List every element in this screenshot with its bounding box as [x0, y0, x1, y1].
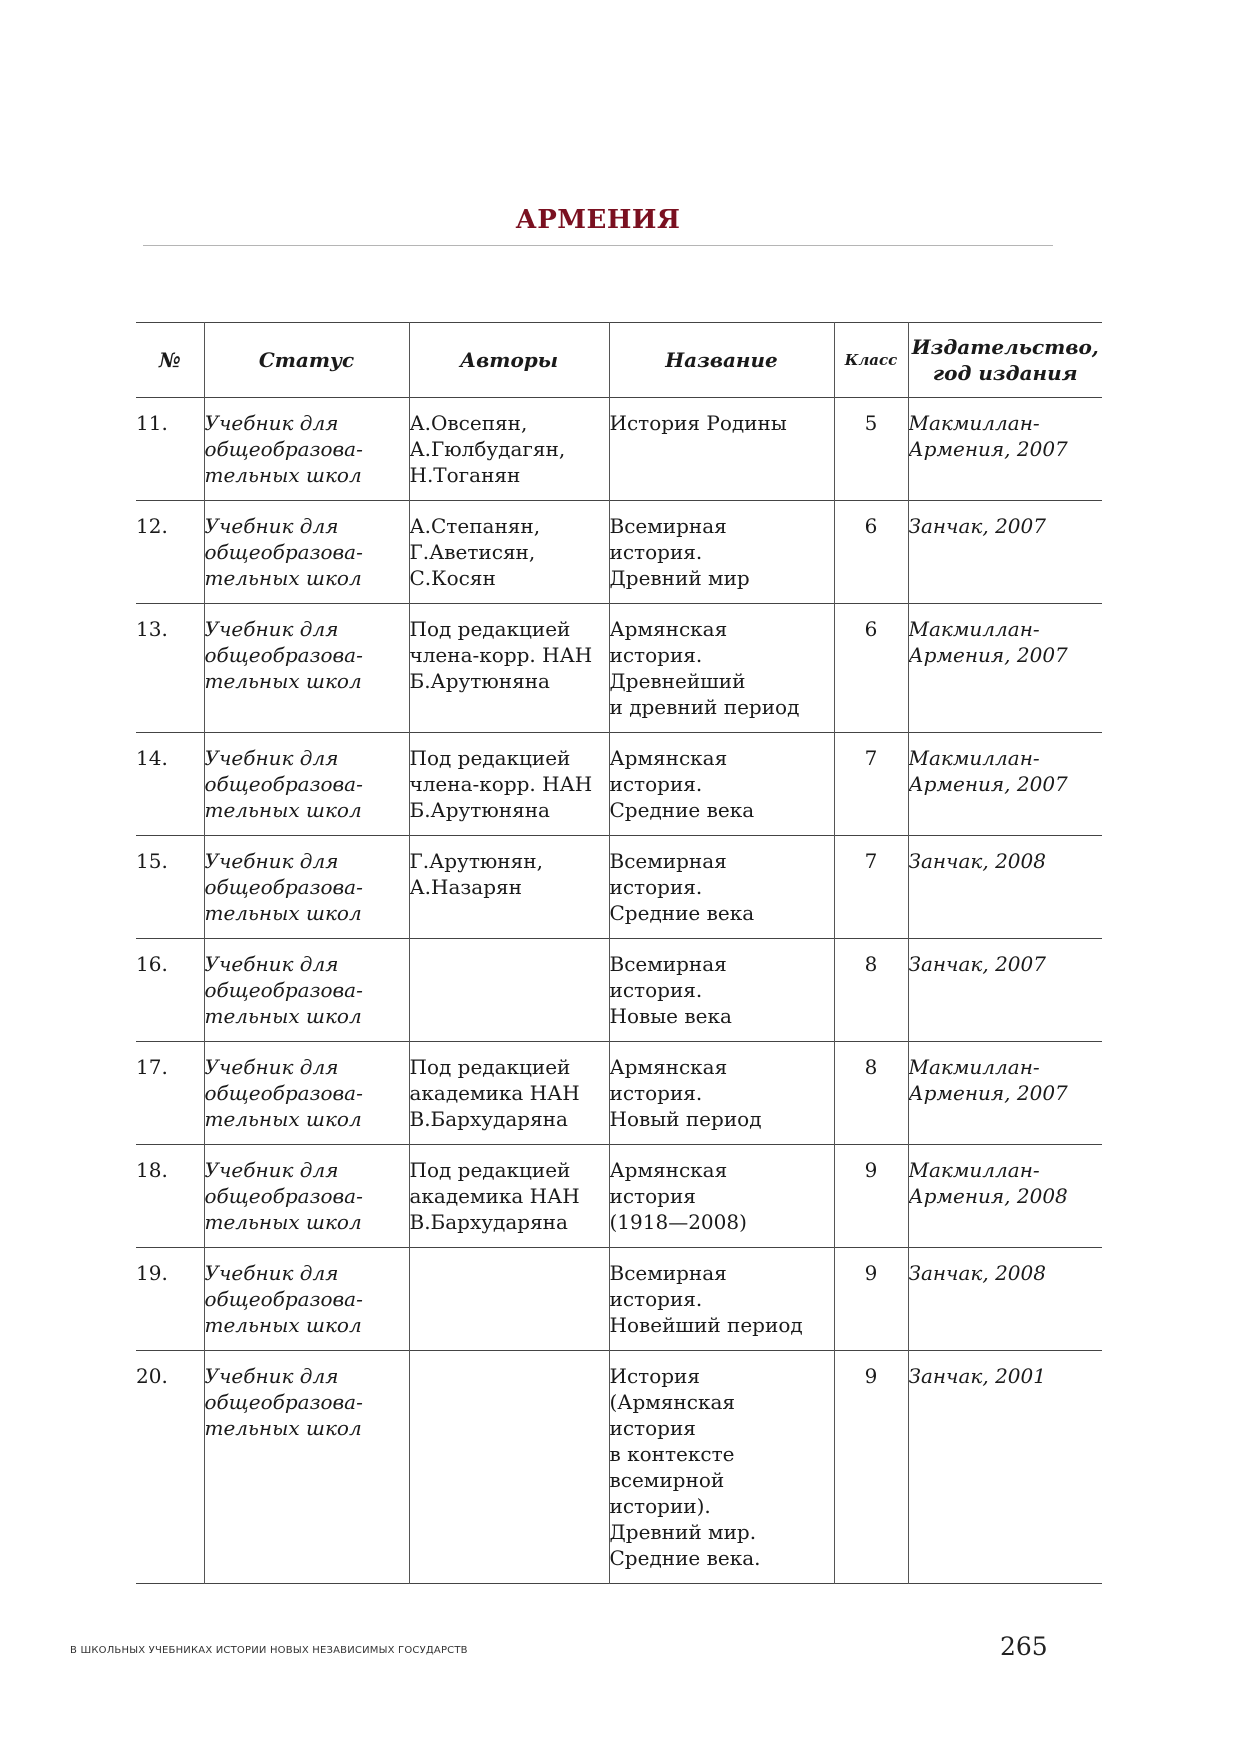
- title-cell-line: Новейший период: [609, 1313, 803, 1337]
- status-cell-line: Учебник для: [204, 952, 339, 976]
- authors-cell-line: Под редакцией: [409, 1055, 571, 1079]
- status-cell-line: общеобразова-: [204, 1184, 363, 1208]
- title-cell-line: история.: [609, 772, 703, 796]
- authors-cell-line: Н.Тоганян: [409, 463, 521, 487]
- title-cell-line: Средние века: [609, 901, 755, 925]
- status-cell-line: Учебник для: [204, 1158, 339, 1182]
- grade-cell: 6: [834, 501, 908, 604]
- status-cell-line: тельных школ: [204, 1107, 362, 1131]
- status-cell-line: Учебник для: [204, 1055, 339, 1079]
- title-cell-line: Всемирная: [609, 1261, 727, 1285]
- status-cell-line: тельных школ: [204, 1210, 362, 1234]
- status-cell-line: общеобразова-: [204, 1081, 363, 1105]
- publisher-cell-line: Макмиллан-: [908, 411, 1040, 435]
- authors-cell-line: В.Бархударяна: [409, 1210, 568, 1234]
- row-number: 19.: [136, 1261, 168, 1285]
- table-header-row: [136, 323, 1102, 398]
- publisher-cell-line: Армения, 2007: [908, 643, 1068, 667]
- status-cell: [204, 398, 409, 501]
- authors-cell-line: Под редакцией: [409, 746, 571, 770]
- table-row: [136, 1248, 1102, 1351]
- publisher-cell: [908, 1351, 1102, 1584]
- grade-cell: 7: [834, 733, 908, 836]
- title-cell-line: история: [609, 1416, 696, 1440]
- status-cell: [204, 836, 409, 939]
- authors-cell-line: А.Степанян,: [409, 514, 541, 538]
- authors-cell-line: А.Гюлбудагян,: [409, 437, 566, 461]
- header-publisher: [908, 323, 1102, 398]
- title-cell-line: история.: [609, 643, 703, 667]
- title-cell-line: история.: [609, 540, 703, 564]
- header-publisher-line: Издательство,: [911, 335, 1099, 359]
- table-row: [136, 604, 1102, 733]
- publisher-cell-line: Армения, 2008: [908, 1184, 1068, 1208]
- authors-cell-line: В.Бархударяна: [409, 1107, 568, 1131]
- authors-cell: [409, 604, 609, 733]
- title-cell: [609, 604, 834, 733]
- authors-cell: [409, 1042, 609, 1145]
- row-number: 17.: [136, 1055, 168, 1079]
- grade-cell: 8: [834, 939, 908, 1042]
- title-cell-line: Древнейший: [609, 669, 746, 693]
- status-cell-line: Учебник для: [204, 514, 339, 538]
- row-number: 16.: [136, 952, 168, 976]
- title-cell-line: всемирной: [609, 1468, 725, 1492]
- table-row: [136, 1145, 1102, 1248]
- table-row: [136, 1042, 1102, 1145]
- title-cell-line: История: [609, 1364, 700, 1388]
- grade-cell: 7: [834, 836, 908, 939]
- publisher-cell-line: Макмиллан-: [908, 1158, 1040, 1182]
- table-body: [136, 398, 1102, 1584]
- status-cell-line: Учебник для: [204, 1261, 339, 1285]
- publisher-cell-line: Макмиллан-: [908, 1055, 1040, 1079]
- title-cell: [609, 733, 834, 836]
- publisher-cell: [908, 733, 1102, 836]
- title-cell-line: истории).: [609, 1494, 711, 1518]
- title-cell-line: Армянская: [609, 617, 728, 641]
- title-cell-line: Древний мир.: [609, 1520, 757, 1544]
- row-number: 18.: [136, 1158, 168, 1182]
- page-number: 265: [1000, 1632, 1048, 1661]
- status-cell-line: общеобразова-: [204, 978, 363, 1002]
- table-row: [136, 501, 1102, 604]
- table-row: [136, 836, 1102, 939]
- grade-cell: 9: [834, 1145, 908, 1248]
- title-cell-line: Всемирная: [609, 952, 727, 976]
- title-cell-line: история.: [609, 1287, 703, 1311]
- publisher-cell: [908, 604, 1102, 733]
- status-cell-line: Учебник для: [204, 1364, 339, 1388]
- status-cell: [204, 1248, 409, 1351]
- row-number: 14.: [136, 746, 168, 770]
- status-cell-line: общеобразова-: [204, 772, 363, 796]
- authors-cell-line: Под редакцией: [409, 1158, 571, 1182]
- table-row: [136, 939, 1102, 1042]
- title-cell-line: (Армянская: [609, 1390, 735, 1414]
- title-cell: [609, 398, 834, 501]
- status-cell-line: общеобразова-: [204, 643, 363, 667]
- header-publisher-line: год издания: [932, 361, 1078, 385]
- title-cell-line: Армянская: [609, 1158, 728, 1182]
- authors-cell: [409, 733, 609, 836]
- header-grade: Класс: [834, 323, 908, 398]
- status-cell: [204, 1145, 409, 1248]
- publisher-cell-line: Занчак, 2008: [908, 849, 1046, 873]
- status-cell-line: тельных школ: [204, 1004, 362, 1028]
- row-number: 11.: [136, 411, 168, 435]
- table-row: [136, 1351, 1102, 1584]
- title-cell-line: в контексте: [609, 1442, 735, 1466]
- publisher-cell-line: Армения, 2007: [908, 1081, 1068, 1105]
- status-cell: [204, 939, 409, 1042]
- authors-cell-line: академика НАН: [409, 1081, 580, 1105]
- status-cell: [204, 604, 409, 733]
- authors-cell: [409, 398, 609, 501]
- title-cell-line: история.: [609, 1081, 703, 1105]
- publisher-cell-line: Занчак, 2007: [908, 952, 1046, 976]
- status-cell-line: тельных школ: [204, 798, 362, 822]
- header-authors: Авторы: [409, 323, 609, 398]
- status-cell-line: тельных школ: [204, 566, 362, 590]
- authors-cell-line: члена-корр. НАН: [409, 772, 593, 796]
- status-cell-line: общеобразова-: [204, 540, 363, 564]
- publisher-cell: [908, 501, 1102, 604]
- row-number: 13.: [136, 617, 168, 641]
- status-cell-line: тельных школ: [204, 901, 362, 925]
- grade-cell: 9: [834, 1248, 908, 1351]
- title-cell-line: Армянская: [609, 746, 728, 770]
- title-cell-line: история.: [609, 875, 703, 899]
- authors-cell-line: Г.Арутюнян,: [409, 849, 543, 873]
- row-number: 20.: [136, 1364, 168, 1388]
- status-cell-line: общеобразова-: [204, 1390, 363, 1414]
- authors-cell: [409, 1248, 609, 1351]
- status-cell-line: Учебник для: [204, 849, 339, 873]
- status-cell: [204, 733, 409, 836]
- title-cell: [609, 939, 834, 1042]
- textbooks-table: [136, 322, 1102, 1584]
- authors-cell-line: Под редакцией: [409, 617, 571, 641]
- authors-cell-line: С.Косян: [409, 566, 496, 590]
- title-cell-line: История Родины: [609, 411, 787, 435]
- authors-cell-line: Б.Арутюняна: [409, 669, 550, 693]
- title-cell-line: Средние века.: [609, 1546, 761, 1570]
- status-cell: [204, 501, 409, 604]
- title-cell: [609, 836, 834, 939]
- grade-cell: 6: [834, 604, 908, 733]
- title-divider: [143, 245, 1053, 246]
- authors-cell-line: члена-корр. НАН: [409, 643, 593, 667]
- status-cell: [204, 1351, 409, 1584]
- status-cell-line: тельных школ: [204, 463, 362, 487]
- status-cell-line: общеобразова-: [204, 437, 363, 461]
- publisher-cell-line: Занчак, 2008: [908, 1261, 1046, 1285]
- table-row: [136, 398, 1102, 501]
- title-cell-line: Всемирная: [609, 849, 727, 873]
- publisher-cell-line: Макмиллан-: [908, 746, 1040, 770]
- publisher-cell: [908, 939, 1102, 1042]
- publisher-cell: [908, 1042, 1102, 1145]
- title-cell-line: история: [609, 1184, 696, 1208]
- title-cell: [609, 1145, 834, 1248]
- row-number: 15.: [136, 849, 168, 873]
- publisher-cell-line: Армения, 2007: [908, 772, 1068, 796]
- title-cell-line: история.: [609, 978, 703, 1002]
- authors-cell-line: А.Овсепян,: [409, 411, 528, 435]
- publisher-cell: [908, 1145, 1102, 1248]
- status-cell-line: тельных школ: [204, 1416, 362, 1440]
- publisher-cell-line: Макмиллан-: [908, 617, 1040, 641]
- authors-cell: [409, 1351, 609, 1584]
- title-cell-line: Армянская: [609, 1055, 728, 1079]
- title-cell-line: Новые века: [609, 1004, 732, 1028]
- publisher-cell-line: Занчак, 2001: [908, 1364, 1046, 1388]
- publisher-cell: [908, 836, 1102, 939]
- authors-cell: [409, 501, 609, 604]
- title-cell-line: Новый период: [609, 1107, 762, 1131]
- title-cell-line: Средние века: [609, 798, 755, 822]
- header-num: №: [158, 348, 181, 372]
- status-cell: [204, 1042, 409, 1145]
- authors-cell-line: академика НАН: [409, 1184, 580, 1208]
- publisher-cell-line: Занчак, 2007: [908, 514, 1046, 538]
- grade-cell: 5: [834, 398, 908, 501]
- title-cell-line: (1918—2008): [609, 1210, 747, 1234]
- row-number: 12.: [136, 514, 168, 538]
- authors-cell: [409, 939, 609, 1042]
- status-cell-line: тельных школ: [204, 1313, 362, 1337]
- title-cell-line: Всемирная: [609, 514, 727, 538]
- publisher-cell: [908, 398, 1102, 501]
- title-cell-line: Древний мир: [609, 566, 750, 590]
- status-cell-line: общеобразова-: [204, 875, 363, 899]
- authors-cell: [409, 1145, 609, 1248]
- footer-running-title: В ШКОЛЬНЫХ УЧЕБНИКАХ ИСТОРИИ НОВЫХ НЕЗАВИСИМЫХ ГОСУДАРСТВ: [70, 1645, 468, 1656]
- title-cell: [609, 1351, 834, 1584]
- status-cell-line: Учебник для: [204, 617, 339, 641]
- title-cell-line: и древний период: [609, 695, 800, 719]
- authors-cell: [409, 836, 609, 939]
- grade-cell: 9: [834, 1351, 908, 1584]
- header-name: Название: [609, 323, 834, 398]
- status-cell-line: Учебник для: [204, 411, 339, 435]
- title-cell: [609, 501, 834, 604]
- status-cell-line: тельных школ: [204, 669, 362, 693]
- title-cell: [609, 1248, 834, 1351]
- authors-cell-line: А.Назарян: [409, 875, 522, 899]
- publisher-cell-line: Армения, 2007: [908, 437, 1068, 461]
- authors-cell-line: Б.Арутюняна: [409, 798, 550, 822]
- title-cell: [609, 1042, 834, 1145]
- status-cell-line: Учебник для: [204, 746, 339, 770]
- grade-cell: 8: [834, 1042, 908, 1145]
- authors-cell-line: Г.Аветисян,: [409, 540, 536, 564]
- table-row: [136, 733, 1102, 836]
- header-status: Статус: [204, 323, 409, 398]
- publisher-cell: [908, 1248, 1102, 1351]
- page-title: АРМЕНИЯ: [515, 205, 681, 235]
- status-cell-line: общеобразова-: [204, 1287, 363, 1311]
